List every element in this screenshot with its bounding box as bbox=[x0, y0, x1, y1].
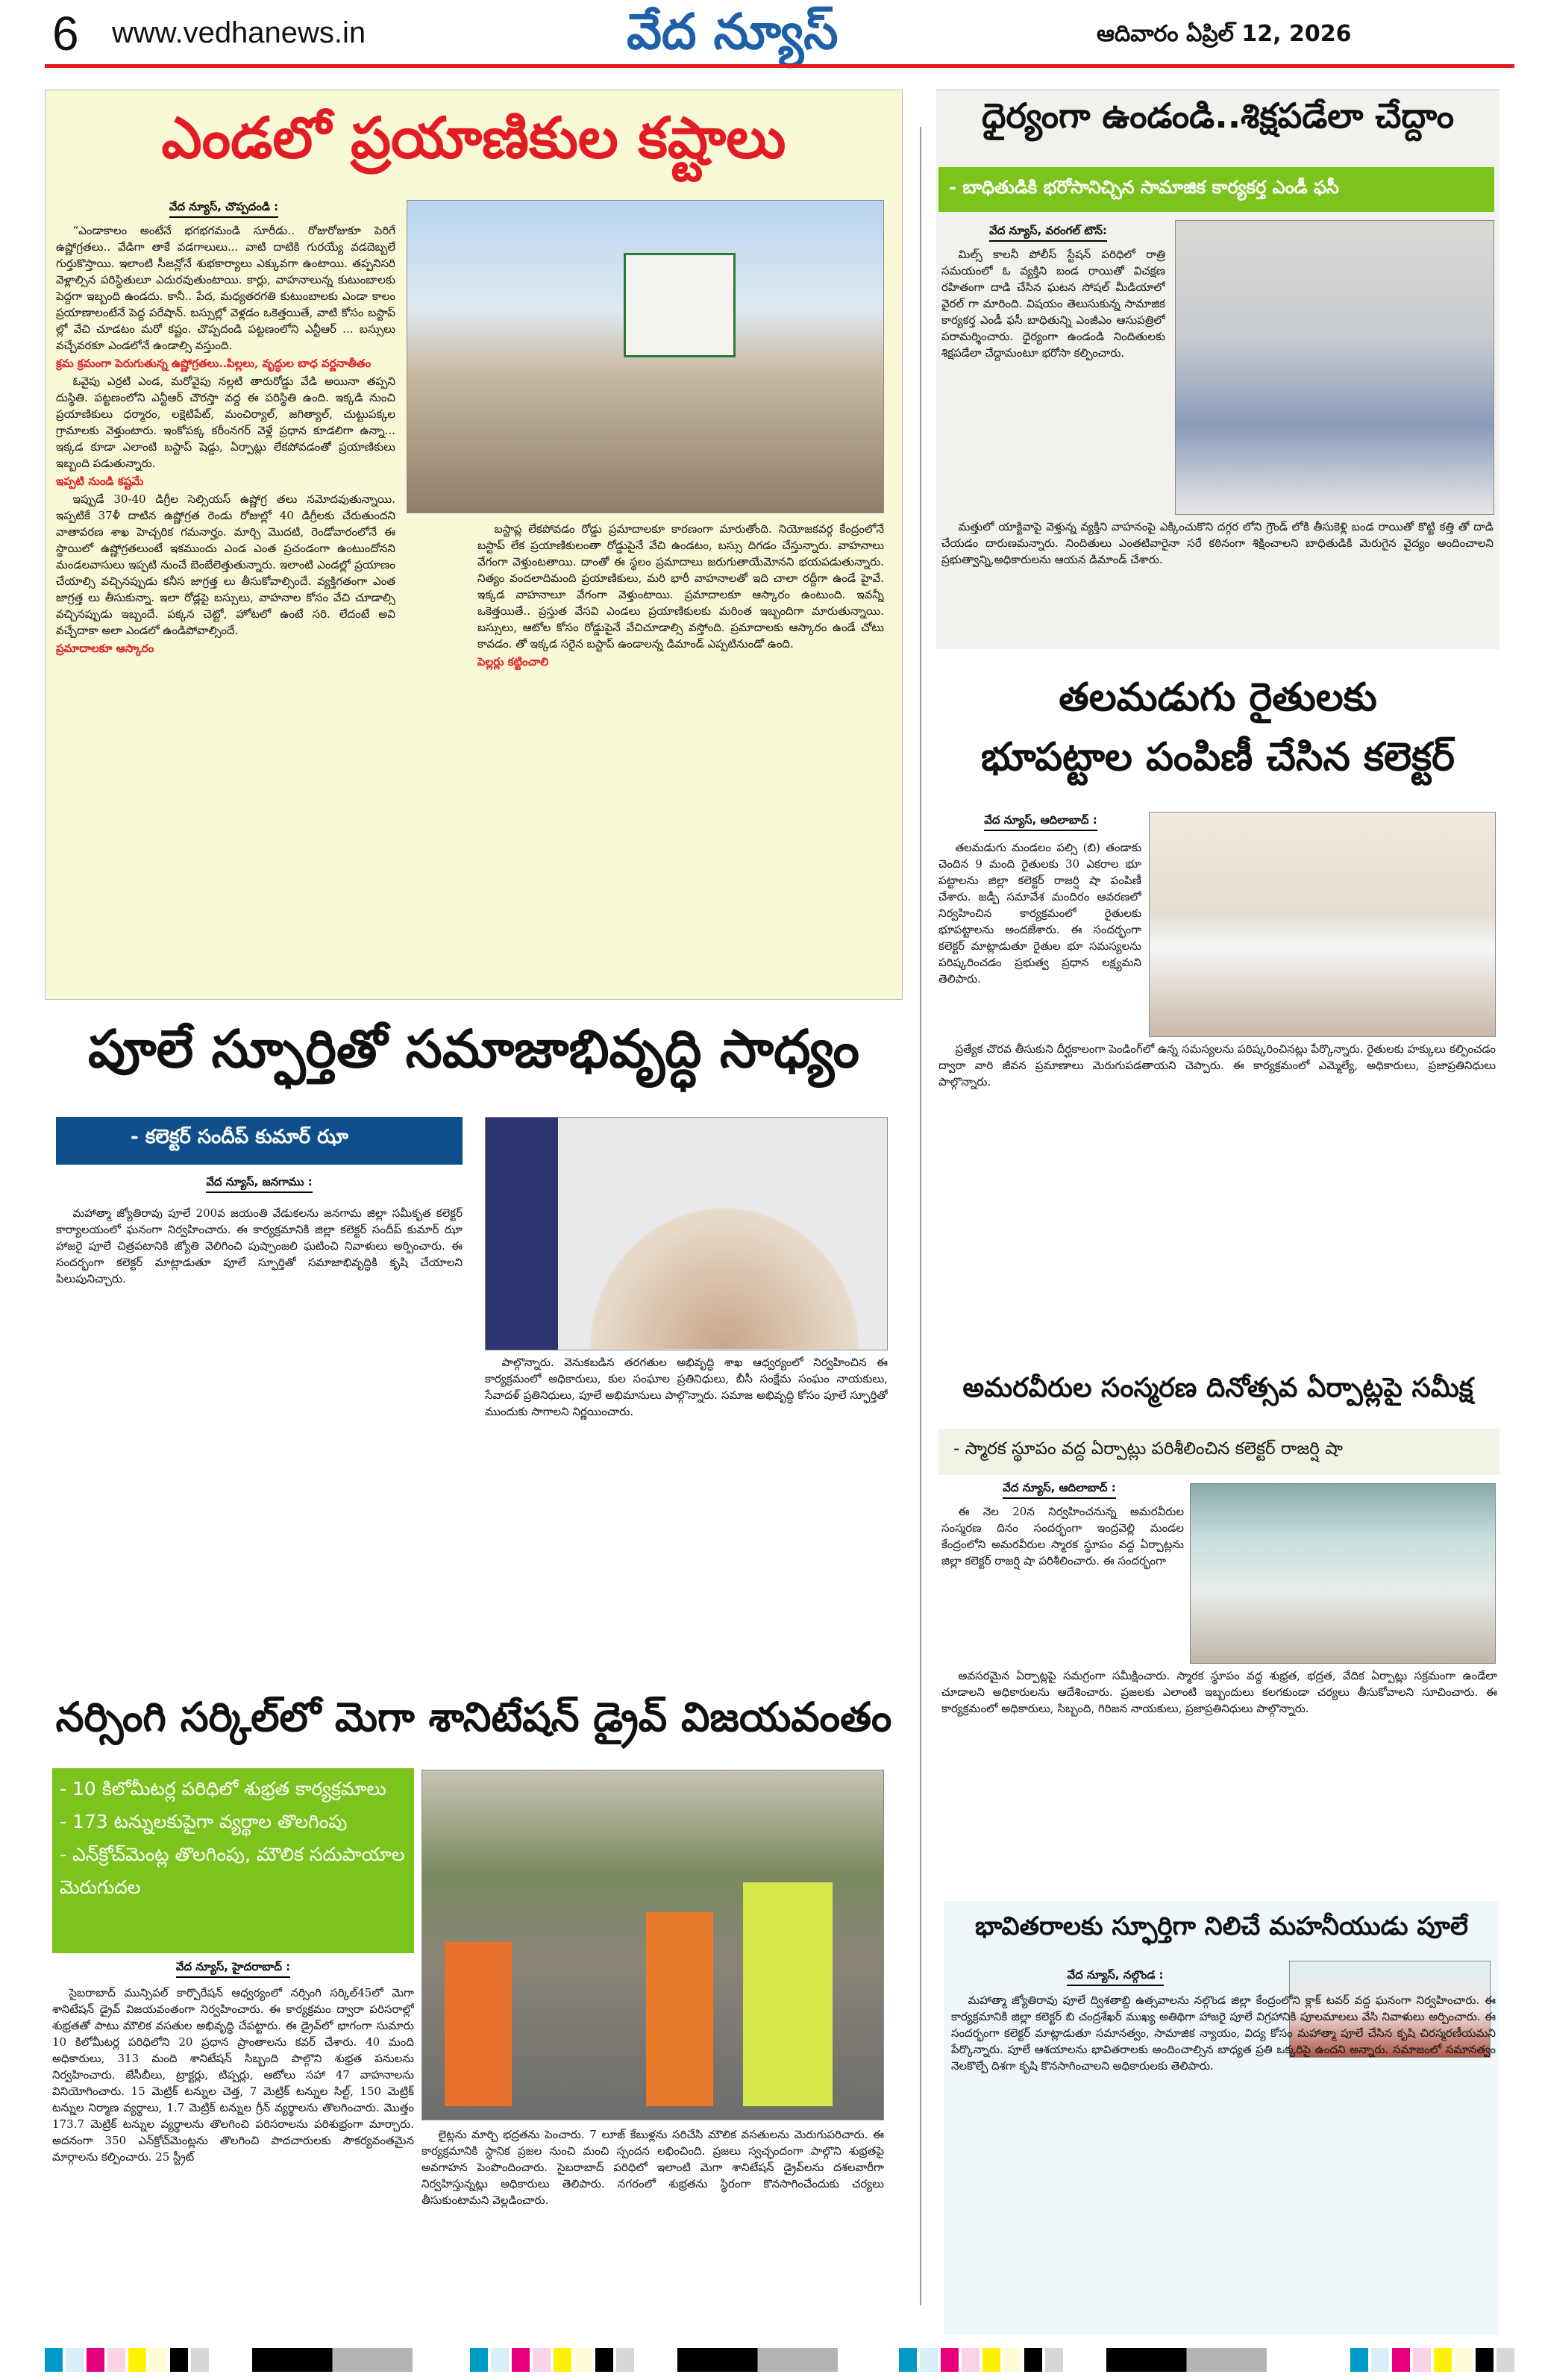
dateline bbox=[936, 1481, 1182, 1497]
paragraph: “ఎండాకాలం అంటేనే భగభగమండి సూరీడు.. రోజురోజుకూ పెరిగే ఉష్ణోగ్రతలు.. వేడిగా తాకే వడగాలులు... వాటి దాటికి గురయ్యే వడదెబ్బలే గుర్తుకొస్తాయి. ఇలాంటి సీజన్లోనే శుభకార్యాలు ఎక్కువగా ఉంటాయి. తప్పనిసరి వెళ్లాల్సిన పరిస్థితులూ ఎదురవుతుంటాయి. కార్లు, వాహనాలున్న కుటుంబాలకు పెద్దగా ఇబ్బంది ఉండదు. కానీ.. పేద, మధ్యతరగతి కుటుంబాలకు ఎండా కాలం ప్రయాణాలంటేనే పెద్ద పరేషాన్. బస్సుల్లో వెళ్లడం ఒకెత్తయితే, వాటి కోసం బస్టాప్ ల్లో వేచి చూడటం మరో కష్టం. చొప్పదండి పట్టణంలోని ఎన్టీఆర్ ... బస్సులు వచ్చేవరకూ ఎండలోనే ఉండాల్సి వస్తుంది. bbox=[56, 224, 395, 352]
page-number: 6 bbox=[52, 7, 79, 60]
headline-line-2: భూపట్టాల పంపిణీ చేసిన కలెక్టర్ bbox=[981, 735, 1455, 780]
dateline bbox=[52, 200, 395, 216]
worker-vest bbox=[445, 1942, 512, 2106]
color-swatch bbox=[1350, 2348, 1368, 2372]
color-swatch bbox=[149, 2348, 167, 2372]
hospital-patient-photo bbox=[1175, 220, 1494, 515]
paragraph: బస్టాప్ల లేకపోవడం రోడ్డు ప్రమాదాలకూ కారణంగా మారుతోంది. నియోజకవర్గ కేంద్రంలోనే బస్టాప్ లేక ప్రయాణికులంతా రోడ్డుపైనే వేచి ఉండటం, బస్సు దిగడం చేస్తున్నారు. వాహనాలు వేగంగా వెళ్తుంటతాయి. దాంతో ఈ స్థలం ప్రమాదాలు జరుగుతాయేమోనని భయపడుతున్నారు. నిత్యం వందలాదిమంది ప్రయాణికులు, మరి భారీ వాహనాలతో ఇది చాలా రద్దీగా ఉండే హైవే. ఇక్కడ వాహనాలూ వేగంగా వెళ్తుంటాయి. ప్రమాదాలకూ ఆస్కారం ఉంటుంది. ఇవన్నీ ఒకెత్తయితే.. ప్రస్తుత వేసవి ఎండలు ప్రయాణికులకు మరింత ఇబ్బందిగా మారుతున్నాయి. బస్సులు, ఆటోల కోసం రోడ్డుపైనే వేచిచూడాల్సి వస్తోంది. ప్రమాదాలకు ఆస్కారం ఉండే చోటు కావడం. తో ఇక్కడ సరైన బస్టాప్ ఉండాలన్న డిమాండ్ ఎప్పటినుండో ఉంది. bbox=[477, 522, 884, 651]
headline: ఎండలో ప్రయాణికుల కష్టాలు bbox=[161, 104, 786, 171]
density-swatch bbox=[677, 2348, 838, 2372]
color-swatch bbox=[491, 2348, 509, 2372]
color-swatch bbox=[533, 2348, 551, 2372]
dateline-text: వేద న్యూస్, ఆదిలాబాద్ : bbox=[984, 813, 1097, 831]
dateline bbox=[944, 1968, 1287, 1985]
dateline-text: వేద న్యూస్, ఆదిలాబాద్ : bbox=[1003, 1481, 1116, 1499]
color-swatch bbox=[920, 2348, 938, 2372]
article-body bbox=[951, 1992, 1496, 2332]
dateline bbox=[936, 224, 1160, 240]
headline: నర్సింగి సర్కిల్‌లో మెగా శానిటేషన్ డ్రైవ్ విజయవంతం bbox=[55, 1694, 892, 1741]
paragraph: పాల్గొన్నారు. వెనుకబడిన తరగతుల అభివృద్ధి శాఖ ఆధ్వర్యంలో నిర్వహించిన ఈ కార్యక్రమంలో అధికారులు, కుల సంఘాల ప్రతినిధులు, బీసీ సంక్షేమ సంఘం నాయకులు, సేవాదళ్ ప్రతినిధులు, పూలే అభిమానులు పాల్గొన్నారు. సమాజ అభివృద్ధి కోసం పూలే స్ఫూర్తితో ముందుకు సాగాలని నిర్ణయించారు. bbox=[485, 1356, 888, 1418]
paragraph: సైబరాబాద్ మున్సిపల్ కార్పొరేషన్ ఆధ్వర్యంలో నర్సింగి సర్కిల్45లో మెగా శానిటేషన్ డ్రైవ్ విజయవంతంగా నిర్వహించారు. ఈ కార్యక్రమం ద్వారా పరిసరాల్లో శుభ్రతతో పాటు మౌలిక వసతుల అభివృద్ధి చేపట్టారు. ఈ డ్రైవ్‌లో భాగంగా సుమారు 10 కిలోమీటర్ల పరిధిలోని 20 ప్రధాన ప్రాంతాలను కవర్ చేశారు. 40 మంది అధికారులు, 313 మంది శానిటేషన్ సిబ్బంది పాల్గొని శుభ్రత పనులను నిర్వహించారు. జేసీబీలు, ట్రాక్టర్లు, టిప్పర్లు, ఆటోలు సహా 47 వాహనాలను వినియోగించారు. 15 మెట్రిక్ టన్నుల చెత్త, 7 మెట్రిక్ టన్నుల సిల్ట్, 150 మెట్రిక్ టన్నుల నిర్మాణ వ్యర్థాలు, 1.7 మెట్రిక్ టన్నుల గ్రీన్ వ్యర్థాలను తొలగించారు. మొత్తం 173.7 మెట్రిక్ టన్నుల వ్యర్థాలను తొలగించి పరిసరాలను పరిశుభ్రంగా మార్చారు. అదనంగా 350 ఎన్‌క్రోచ్‌మెంట్లను తొలగించి పాదచారులకు సౌకర్యవంతమైన మార్గాలను కల్పించారు. 25 స్ట్రీట్ bbox=[52, 1986, 414, 2164]
article-body-left bbox=[938, 839, 1141, 1037]
dateline bbox=[933, 813, 1149, 830]
color-swatch bbox=[1476, 2348, 1494, 2372]
subheading: క్రమ క్రమంగా పెరుగుతున్న ఉష్ణోగ్రతలు..పిల్లలు, వృద్ధుల బాధ వర్ణనాతీతం bbox=[56, 357, 372, 370]
article-body-bottom bbox=[938, 1041, 1496, 1339]
article-body-bottom bbox=[941, 1667, 1497, 1847]
article-body-left bbox=[52, 1985, 414, 2305]
color-swatch bbox=[107, 2348, 125, 2372]
paragraph: ఓవైపు ఎర్రటి ఎండ, మరోవైపు నల్లటి తారురోడ్డు వేడి అయినా తప్పని దుస్థితి. పట్టణంలోని ఎన్టీఆర్ చౌరస్తా వద్ద ఈ పరిస్థితి ఉంది. ఇక్కడి నుంచి ప్రయాణికులు ధర్మారం, లక్షెటిపేట్, మంచిర్యాల్, జగిత్యాల్, చుట్టుపక్కల గ్రామాలకు వెళ్తుంటారు. ఇంకోపక్క కరీంనగర్ వెళ్లే ప్రధాన కూడలిగా ఉన్నా... ఇక్కడ కూడా ఎలాంటి బస్టాప్ షెడ్డు, ఏర్పాట్లు లేకపోవడంతో ప్రయాణికులు ఇబ్బంది పడుతున్నారు. bbox=[56, 375, 395, 470]
people-group bbox=[568, 1185, 881, 1349]
color-swatch bbox=[1392, 2348, 1410, 2372]
memorial-inspection-photo bbox=[1190, 1483, 1496, 1664]
color-swatch bbox=[982, 2348, 1000, 2372]
headline-line-1: తలమడుగు రైతులకు bbox=[1059, 675, 1377, 720]
color-swatch bbox=[554, 2348, 571, 2372]
paragraph: మహాత్మా జ్యోతిరావు పూలే ద్విశతాబ్ది ఉత్సవాలను నల్గొండ జిల్లా కేంద్రంలోని క్లాక్ టవర్ వద్ద ఘనంగా నిర్వహించారు. ఈ కార్యక్రమానికి జిల్లా కలెక్టర్ బి చంద్రశేఖర్ ముఖ్య అతిథిగా హాజరై పూలే విగ్రహానికి పూలమాలలు వేసి నివాళులు అర్పించారు. ఈ సందర్భంగా కలెక్టర్ మాట్లాడుతూ సమానత్వం, సామాజిక న్యాయం, విద్య కోసం మహాత్మా పూలే చేసిన కృషి చిరస్మరణీయమని పేర్కొన్నారు. పూలే ఆశయాలను భావితరాలకు అందించాల్సిన బాధ్యత ప్రతి ఒక్కరిపై ఉందని అన్నారు. సమాజంలో సమానత్వం నెలకొల్పే దిశగా కృషి కొనసాగించాలని అధికారులకు తెలిపారు. bbox=[951, 1994, 1496, 2073]
dateline-text: వేద న్యూస్, జనగాము : bbox=[206, 1175, 312, 1193]
color-swatch bbox=[1003, 2348, 1021, 2372]
worker-vest bbox=[743, 1882, 833, 2106]
color-swatch bbox=[170, 2348, 188, 2372]
color-swatch bbox=[1371, 2348, 1389, 2372]
density-swatch bbox=[252, 2348, 413, 2372]
issue-date: ఆదివారం ఏప్రిల్ 12, 2026 bbox=[1097, 21, 1352, 47]
color-swatch bbox=[941, 2348, 959, 2372]
worker-vest bbox=[646, 1912, 713, 2106]
color-swatch bbox=[1024, 2348, 1042, 2372]
density-swatch bbox=[1106, 2348, 1267, 2372]
headline: ధైర్యంగా ఉండండి..శిక్షపడేలా చేద్దాం bbox=[981, 95, 1455, 136]
color-swatch bbox=[191, 2348, 209, 2372]
highlights-box bbox=[52, 1768, 414, 1953]
article-body-left bbox=[56, 1205, 463, 1626]
paragraph: ప్రత్యేక చొరవ తీసుకుని దీర్ఘకాలంగా పెండింగ్‌లో ఉన్న సమస్యలను పరిష్కరించినట్లు పేర్కొన్నారు. రైతులకు హక్కులు కల్పించడం ద్వారా వారి జీవన ప్రమాణాలు మెరుగుపడతాయని చెప్పారు. ఈ కార్యక్రమంలో ఎమ్మెల్యే, అధికారులు, ప్రజాప్రతినిధులు పాల్గొన్నారు. bbox=[938, 1042, 1496, 1089]
masthead-rule bbox=[45, 64, 1514, 68]
headline: పూలే స్ఫూర్తితో సమాజాభివృద్ధి సాధ్యం bbox=[88, 1018, 859, 1080]
paragraph: తలమడుగు మండలం పల్సి (బి) తండాకు చెందిన 9 మంది రైతులకు 30 ఎకరాల భూ పట్టాలను జిల్లా కలెక్టర్ రాజర్షి షా పంపిణీ చేశారు. జడ్పీ సమావేశ మందిరం ఆవరణలో నిర్వహించిన కార్యక్రమంలో రైతులకు భూపట్టాలను అందజేశారు. ఈ సందర్భంగా కలెక్టర్ మాట్లాడుతూ రైతుల భూ సమస్యలను పరిష్కరించడం ప్రభుత్వ ప్రధాన లక్ష్యమని తెలిపారు. bbox=[938, 841, 1141, 986]
dateline-text: వేద న్యూస్, చొప్పదండి : bbox=[169, 200, 278, 218]
color-swatch bbox=[899, 2348, 917, 2372]
color-swatch bbox=[470, 2348, 488, 2372]
color-swatch bbox=[1434, 2348, 1452, 2372]
color-swatch bbox=[962, 2348, 980, 2372]
highlight-item: - 173 టన్నులకుపైగా వ్యర్థాల తొలగింపు bbox=[60, 1811, 348, 1832]
headline: అమరవీరుల సంస్మరణ దినోత్సవ ఏర్పాట్లపై సమీక్ష bbox=[962, 1373, 1473, 1403]
subhead-box bbox=[938, 167, 1494, 212]
color-swatch bbox=[1413, 2348, 1431, 2372]
color-swatch bbox=[1496, 2348, 1514, 2372]
paragraph: ఈ నెల 20న నిర్వహించనున్న అమరవీరుల సంస్మరణ దినం సందర్భంగా ఇంద్రవెల్లి మండల కేంద్రంలోని అమరవీరుల స్మారక స్థూపం వద్ద ఏర్పాట్లను జిల్లా కలెక్టర్ రాజర్షి షా పరిశీలించారు. ఈ సందర్భంగా bbox=[941, 1505, 1184, 1568]
dateline-text: వేద న్యూస్, నల్గొండ : bbox=[1067, 1968, 1163, 1986]
article-body-bottom bbox=[941, 519, 1494, 645]
paragraph: మిల్స్ కాలనీ పోలీస్ స్టేషన్ పరిధిలో రాత్రి సమయంలో ఓ వ్యక్తిని బండ రాయితో విచక్షణ రహితంగా దాడి చేసిన ఘటన సోషల్ మీడియాలో వైరల్ గా మారింది. విషయం తెలుసుకున్న సామాజిక కార్యకర్త ఎండీ ఫసీ బాధితున్ని ఎంజీఎం ఆసుపత్రిలో పరామర్శించారు. ధైర్యంగా ఉండండి నిందితులకు శిక్షపడేలా చేద్దామంటూ భరోసా కల్పించారు. bbox=[941, 248, 1165, 360]
color-swatch bbox=[1455, 2348, 1473, 2372]
newspaper-logo: వేద న్యూస్ bbox=[627, 3, 839, 60]
subheading: ప్రమాదాలకూ ఆస్కారం bbox=[56, 642, 154, 655]
color-swatch bbox=[512, 2348, 530, 2372]
color-swatch bbox=[595, 2348, 613, 2372]
dateline bbox=[52, 1960, 414, 1976]
highlight-item: - ఎన్‌క్రోచ్‌మెంట్ల తొలగింపు, మౌలిక సదుపాయాల మెరుగుదల bbox=[60, 1844, 405, 1898]
subhead-box bbox=[938, 1429, 1499, 1475]
bus-stop-photo bbox=[407, 200, 884, 513]
highlight-item: - 10 కిలోమీటర్ల పరిధిలో శుభ్రత కార్యక్రమాలు bbox=[60, 1778, 386, 1800]
subheading: పెల్లర్లు కట్టించాలి bbox=[477, 655, 549, 668]
phule-tribute-photo bbox=[485, 1117, 888, 1350]
dateline-text: వేద న్యూస్, వరంగల్ టౌన్: bbox=[989, 224, 1107, 242]
paragraph: ఇప్పుడే 30-40 డిగ్రీల సెల్సియస్ ఉష్ణోగ్ర తలు నమోదవుతున్నాయి. ఇప్పటికే 37ళీ దాటిన ఉష్ణోగ్రత రెండు రోజుల్లో 40 డిగ్రీలకు చేరుతుందని వాతావరణ శాఖ హెచ్చరిక గమనార్హం. మార్చి మొదటి, రెండోవారంలోనే ఈ స్థాయిలో ఉష్ణోగ్రతలుంటే ఇకముందు ఎండ ఎంత ప్రచండంగా ఉంటుందోనని మండలవాసులు ఇప్పటి నుంచే బెంబేలెత్తుతున్నారు. ఇలాంటి ఎండల్లో ప్రయాణం చేయాల్సి వచ్చినప్పుడు కనీస జాగ్రత్త లు తీసుకోవాల్సిందే. వ్యక్తిగతంగా ఎంత జాగ్రత్త లు తీసుకున్నా. ఇలా రోడ్లపై బస్సులు, వాహనాల కోసం వేచి చూడాల్సి వచ్చినప్పుడు ఇబ్బందే. పక్కన చెట్టో, హోటలో ఉంటే సరి. లేదంటే అవి వచ్చేదాకా అలా ఎండలో ఉండిపోవాల్సిందే. bbox=[56, 492, 395, 637]
paragraph: మత్తులో యాక్టివాపై వెళ్తున్న వ్యక్తిని వాహనంపై ఎక్కించుకొని దగ్గర లోని గ్రౌండ్ లోకి తీసుకెళ్లి బండ రాయితో కొట్టి కత్తి తో దాడి చేయడం దారుణమన్నారు. నిందితులు ఎంతటివారైనా సరే కఠినంగా శిక్షించాలని బాధితుడికి మెరుగైన వైద్యం అందించాలని ప్రభుత్వాన్ని,అధికారులను ఆయన డిమాండ్ చేశారు. bbox=[941, 520, 1494, 566]
article-body-left bbox=[941, 246, 1165, 515]
subhead-text: - స్మారక స్థూపం వద్ద ఏర్పాట్లు పరిశీలించిన కలెక్టర్ రాజర్షి షా bbox=[953, 1439, 1343, 1459]
website-url[interactable]: www.vedhanews.in bbox=[112, 16, 366, 49]
article-body-right bbox=[485, 1354, 888, 1630]
color-swatch bbox=[45, 2348, 63, 2372]
bus-shape bbox=[624, 253, 736, 357]
subhead-text: - బాధితుడికి భరోసానిచ్చిన సామాజిక కార్యకర్త ఎండీ ఫసీ bbox=[949, 177, 1339, 198]
column-divider bbox=[920, 127, 921, 2305]
subhead-text: - కలెక్టర్ సందీప్ కుమార్ ఝా bbox=[131, 1126, 348, 1148]
paragraph: అవసరమైన ఏర్పాట్లపై సమగ్రంగా సమీక్షించారు. స్మారక స్థూపం వద్ద శుభ్రత, భద్రత, వేదిక ఏర్పాట్లు సక్రమంగా ఉండేలా చూడాలని అధికారులను ఆదేశించారు. ప్రజలకు ఎలాంటి ఇబ్బందులు కలగకుండా చర్యలు తీసుకోవాలని సూచించారు. ఈ కార్యక్రమంలో అధికారులు, సిబ్బంది, గిరిజన నాయకులు, ప్రజాప్రతినిధులు పాల్గొన్నారు. bbox=[941, 1669, 1497, 1715]
dateline-text: వేద న్యూస్, హైదరాబాద్ : bbox=[176, 1960, 290, 1978]
color-swatch bbox=[87, 2348, 104, 2372]
subhead-box bbox=[56, 1117, 463, 1165]
article-body-right bbox=[477, 521, 884, 968]
article-body-left bbox=[941, 1503, 1184, 1664]
color-swatch bbox=[1045, 2348, 1063, 2372]
headline: భావితరాలకు స్ఫూర్తిగా నిలిచే మహనీయుడు పూలే bbox=[975, 1911, 1468, 1941]
color-swatch bbox=[574, 2348, 592, 2372]
article-body-left bbox=[56, 222, 395, 991]
paragraph: లైట్లను మార్చి భద్రతను పెంచారు. 7 లూజ్ కేబుళ్లను సరిచేసి మౌలిక వసతులను మెరుగుపరిచారు. ఈ కార్యక్రమానికి స్థానిక ప్రజల నుంచి మంచి స్పందన లభించింది. ప్రజలు స్వచ్ఛందంగా పాల్గొని శుభ్రతపై అవగాహన పెంపొందించారు. సైబరాబాద్ పరిధిలో ఇలాంటి మెగా శానిటేషన్ డ్రైవ్‌లను దశలవారీగా నిర్వహిస్తున్నట్లు అధికారులు తెలిపారు. నగరంలో శుభ్రతను స్థిరంగా కొనసాగించేందుకు చర్యలు తీసుకుంటామని వెల్లడించారు. bbox=[421, 2128, 884, 2207]
sanitation-drive-photo bbox=[421, 1770, 884, 2120]
subheading: ఇప్పటి నుండి కష్టమే bbox=[56, 475, 144, 488]
paragraph: మహాత్మా జ్యోతిరావు పూలే 200వ జయంతి వేడుకలను జనగామ జిల్లా సమీకృత కలెక్టర్ కార్యాలయంలో ఘనంగా నిర్వహించారు. ఈ కార్యక్రమానికి జిల్లా కలెక్టర్ సందీప్ కుమార్ ఝా హాజరై పూలే చిత్రపటానికి జ్యోతి వెలిగించి పుష్పాంజలి ఘటించి నివాళులు అర్పించారు. ఈ సందర్భంగా కలెక్టర్ మాట్లాడుతూ పూలే స్ఫూర్తితో సమాజాభివృద్ధికి కృషి చేయాలని పిలుపునిచ్చారు. bbox=[56, 1206, 463, 1285]
dateline bbox=[56, 1175, 463, 1191]
article-body-right bbox=[421, 2126, 884, 2305]
color-swatch bbox=[616, 2348, 634, 2372]
color-swatch bbox=[66, 2348, 84, 2372]
land-pattas-distribution-photo bbox=[1149, 812, 1496, 1037]
color-swatch bbox=[128, 2348, 146, 2372]
